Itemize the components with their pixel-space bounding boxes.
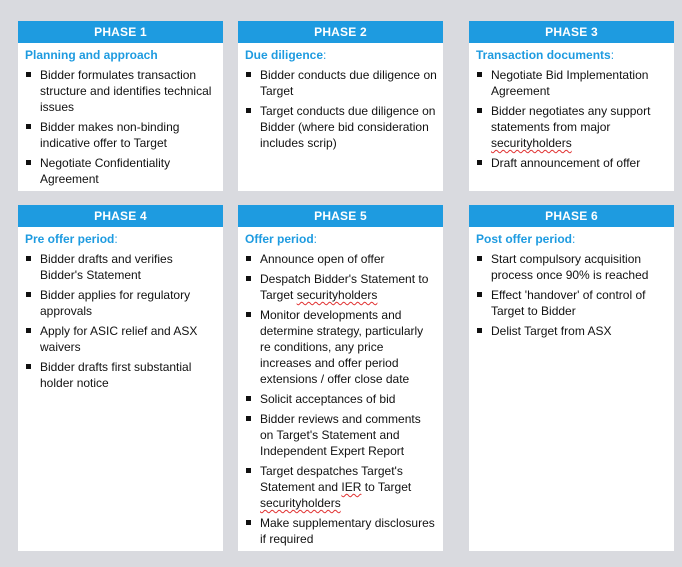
phase-1-subtitle: Planning and approach — [25, 48, 158, 62]
phase-1-list — [18, 67, 223, 187]
list-item: Solicit acceptances of bid — [260, 391, 437, 407]
phase-5-card — [238, 205, 443, 551]
list-item: Monitor developments and determine strategy, particularly re conditions, any price increases and offer period extensions / offer close date — [260, 307, 437, 387]
phase-4-header: PHASE 4 — [18, 205, 223, 227]
phase-3-subtitle: Transaction documents: — [476, 48, 615, 62]
phase-2-header: PHASE 2 — [238, 21, 443, 43]
flagged-word: securityholders — [260, 496, 341, 510]
list-item: Bidder drafts and verifies Bidder's Statement — [40, 251, 217, 283]
phase-3-card — [469, 21, 674, 191]
list-item: Effect 'handover' of control of Target to Bidder — [491, 287, 668, 319]
phase-4-card — [18, 205, 223, 551]
phase-2-subtitle: Due diligence: — [245, 48, 327, 62]
phase-6-header: PHASE 6 — [469, 205, 674, 227]
phase-5-header: PHASE 5 — [238, 205, 443, 227]
phase-3-header: PHASE 3 — [469, 21, 674, 43]
phase-1-card — [18, 21, 223, 191]
list-item: Negotiate Confidentiality Agreement — [40, 155, 217, 187]
list-item: Draft announcement of offer — [491, 155, 668, 171]
list-item: Bidder drafts first substantial holder notice — [40, 359, 217, 391]
list-item: Despatch Bidder's Statement to Target securityholders — [260, 271, 437, 303]
flagged-word: securityholders — [296, 288, 378, 302]
phase-4-list — [18, 251, 223, 391]
phase-1-header: PHASE 1 — [18, 21, 223, 43]
phase-5-subtitle: Offer period: — [245, 232, 318, 246]
phase-2-list — [238, 67, 443, 151]
phase-2-card — [238, 21, 443, 191]
list-item: Bidder formulates transaction structure and identifies technical issues — [40, 67, 217, 115]
list-item: Target despatches Target's Statement and IER to Target securityholders — [260, 463, 437, 511]
list-item: Delist Target from ASX — [491, 323, 668, 339]
list-item: Make supplementary disclosures if required — [260, 515, 437, 547]
phase-6-card — [469, 205, 674, 551]
list-item: Bidder negotiates any support statements from major securityholders — [491, 103, 668, 151]
list-item: Bidder makes non-binding indicative offer to Target — [40, 119, 217, 151]
list-item: Negotiate Bid Implementation Agreement — [491, 67, 668, 99]
list-item: Bidder reviews and comments on Target's Statement and Independent Expert Report — [260, 411, 437, 459]
phase-4-subtitle: Pre offer period: — [25, 232, 118, 246]
list-item: Bidder conducts due diligence on Target — [260, 68, 437, 98]
phase-6-subtitle: Post offer period: — [476, 232, 576, 246]
list-item: Apply for ASIC relief and ASX waivers — [40, 323, 217, 355]
flagged-word: securityholders — [491, 136, 572, 150]
list-item: Announce open of offer — [260, 251, 437, 267]
phase-3-list — [469, 67, 674, 171]
list-item: Start compulsory acquisition process once 90% is reached — [491, 251, 668, 283]
list-item: Bidder applies for regulatory approvals — [40, 287, 217, 319]
phase-5-list — [238, 251, 443, 547]
flagged-word: IER — [341, 480, 362, 494]
list-item: Target conducts due diligence on Bidder (where bid consideration includes scrip) — [260, 104, 436, 150]
phase-6-list — [469, 251, 674, 339]
